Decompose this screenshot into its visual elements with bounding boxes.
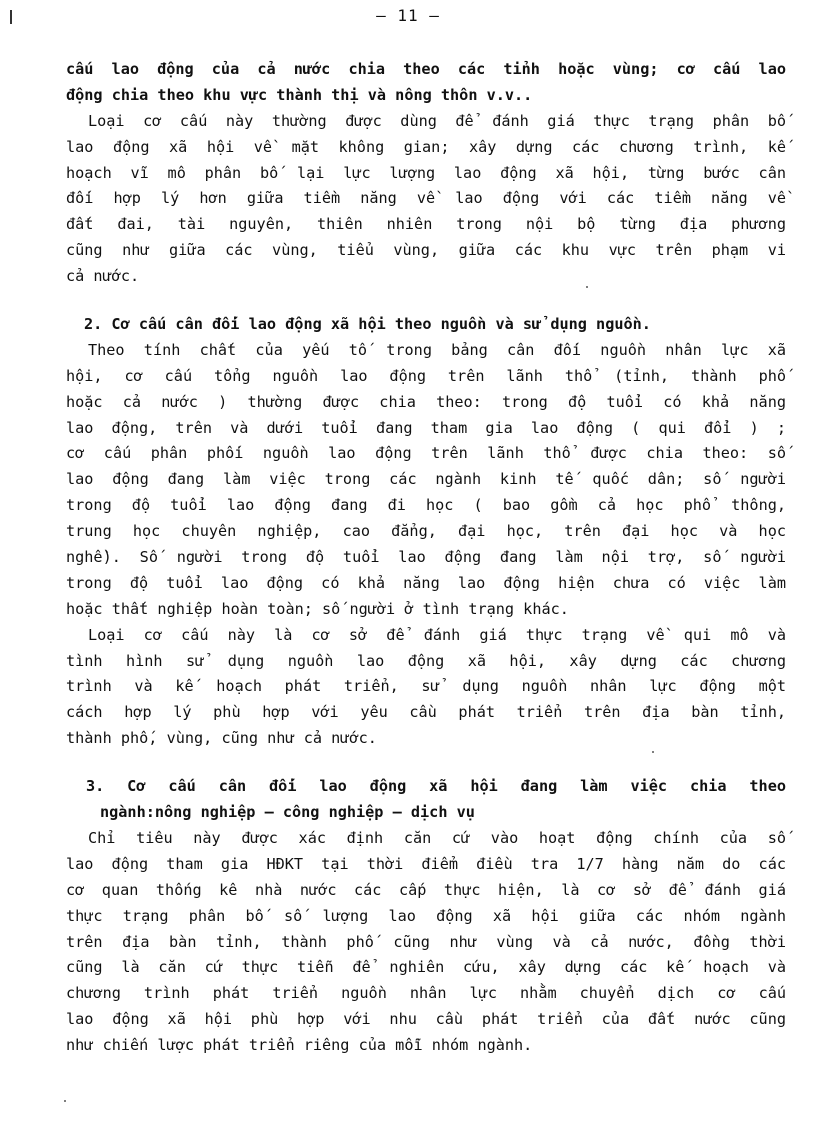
text-line: trình và kế hoạch phát triển, sử dụng nguồn nhân lực động một bbox=[66, 677, 786, 696]
text-line: cũng là căn cứ thực tiễn để nghiên cứu, xây dựng các kế hoạch và bbox=[66, 958, 786, 977]
text-line: cơ cấu phân phối nguồn lao động trên lãnh thổ được chia theo: số bbox=[66, 444, 786, 463]
text-line: trong độ tuổi lao động có khả năng lao động hiện chưa có việc làm bbox=[66, 573, 786, 592]
text-line: cấu lao động của cả nước chia theo các tỉnh hoặc vùng; cơ cấu lao bbox=[66, 60, 786, 78]
section-heading-continued: ngành:nông nghiệp – công nghiệp – dịch vụ bbox=[100, 803, 475, 822]
text-line: tình hình sử dụng nguồn lao động xã hội, xây dựng các chương bbox=[66, 651, 786, 670]
text-line: động chia theo khu vực thành thị và nông thôn v.v.. bbox=[66, 85, 533, 104]
scan-speck bbox=[652, 751, 654, 753]
text-line: hoặc thất nghiệp hoàn toàn; số người ở tình trạng khác. bbox=[66, 599, 569, 618]
text-line: cách hợp lý phù hợp với yêu cầu phát triển trên địa bàn tỉnh, bbox=[66, 703, 786, 722]
text-line: thực trạng phân bố số lượng lao động xã hội giữa các nhóm ngành bbox=[66, 906, 786, 925]
text-line: nghề). Số người trong độ tuổi lao động đang làm nội trợ, số người bbox=[66, 548, 786, 567]
text-line: đối hợp lý hơn giữa tiềm năng về lao động với các tiềm năng về bbox=[66, 189, 786, 208]
text-line: như chiến lược phát triển riêng của mỗi nhóm ngành. bbox=[66, 1036, 533, 1055]
text-line: Chỉ tiêu này được xác định căn cứ vào hoạt động chính của số bbox=[88, 828, 786, 847]
text-line: Theo tính chất của yếu tố trong bảng cân đối nguồn nhân lực xã bbox=[88, 340, 786, 359]
text-line: Loại cơ cấu này thường được dùng để đánh giá thực trạng phân bố bbox=[88, 111, 786, 130]
section-heading: 3. Cơ cấu cân đối lao động xã hội đang làm việc chia theo bbox=[86, 777, 786, 796]
text-line: cả nước. bbox=[66, 267, 140, 286]
text-line: lao động xã hội phù hợp với nhu cầu phát triển của đất nước cũng bbox=[66, 1010, 786, 1029]
scan-speck bbox=[586, 286, 588, 288]
text-line: chương trình phát triển nguồn nhân lực nhằm chuyển dịch cơ cấu bbox=[66, 984, 786, 1003]
section-2 bbox=[66, 312, 786, 752]
text-line: lao động xã hội về mặt không gian; xây dựng các chương trình, kế bbox=[66, 137, 786, 156]
text-line: hoặc cả nước ) thường được chia theo: trong độ tuổi có khả năng bbox=[66, 392, 786, 411]
scan-speck bbox=[64, 1100, 66, 1102]
text-line: cơ quan thống kê nhà nước các cấp thực hiện, là cơ sở để đánh giá bbox=[66, 880, 786, 899]
text-line: Loại cơ cấu này là cơ sở để đánh giá thực trạng về qui mô và bbox=[88, 625, 786, 644]
section-3 bbox=[66, 774, 786, 1059]
page-number: – 11 – bbox=[376, 6, 440, 25]
text-line: trung học chuyên nghiệp, cao đẳng, đại học, trên đại học và học bbox=[66, 522, 786, 541]
section-heading: 2. Cơ cấu cân đối lao động xã hội theo nguồn và sử dụng nguồn. bbox=[84, 315, 651, 334]
text-line: lao động, trên và dưới tuổi đang tham gia lao động ( qui đổi ) ; bbox=[66, 418, 786, 437]
intro-paragraphs bbox=[66, 57, 786, 290]
text-line: hoạch vĩ mô phân bố lại lực lượng lao động xã hội, từng bước cân bbox=[66, 163, 786, 182]
text-line: lao động tham gia HĐKT tại thời điểm điều tra 1/7 hàng năm do các bbox=[66, 854, 786, 873]
text-line: trong độ tuổi lao động đang đi học ( bao gồm cả học phổ thông, bbox=[66, 496, 786, 515]
text-line: lao động đang làm việc trong các ngành kinh tế quốc dân; số người bbox=[66, 470, 786, 489]
text-line: thành phố, vùng, cũng như cả nước. bbox=[66, 729, 377, 748]
text-line: trên địa bàn tỉnh, thành phố cũng như vùng và cả nước, đồng thời bbox=[66, 932, 786, 951]
text-line: cũng như giữa các vùng, tiểu vùng, giữa các khu vực trên phạm vi bbox=[66, 241, 786, 260]
text-line: hội, cơ cấu tổng nguồn lao động trên lãnh thổ (tỉnh, thành phố bbox=[66, 366, 786, 385]
page-content bbox=[66, 57, 786, 1059]
text-line: đất đai, tài nguyên, thiên nhiên trong nội bộ từng địa phương bbox=[66, 215, 786, 234]
